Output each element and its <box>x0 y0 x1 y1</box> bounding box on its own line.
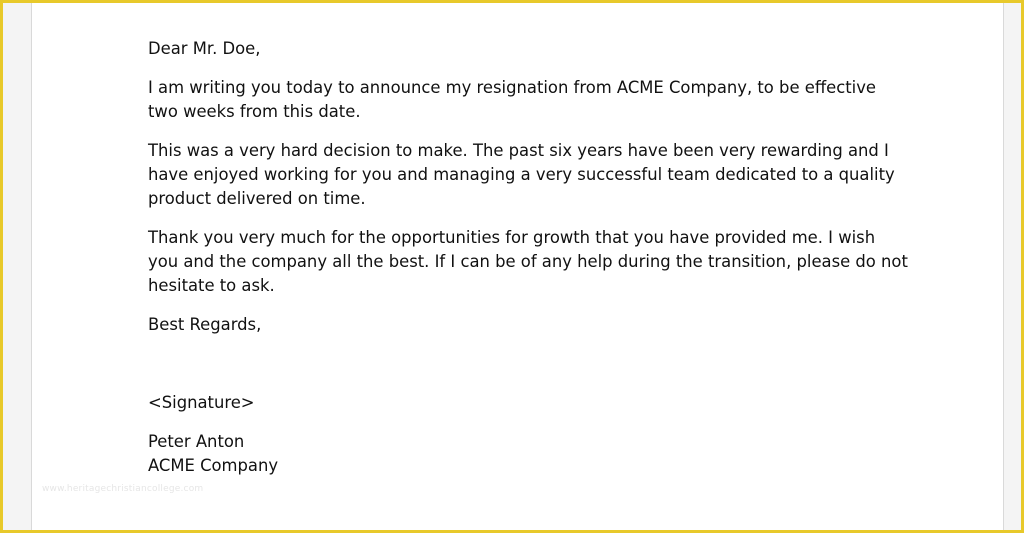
sender-block <box>148 430 908 478</box>
letter-salutation: Dear Mr. Doe, <box>148 39 261 58</box>
watermark-text: www.heritagechristiancollege.com <box>42 484 204 494</box>
letter-closing: Best Regards, <box>148 315 262 334</box>
resignation-letter <box>148 37 908 478</box>
document-page <box>32 3 1003 533</box>
sender-name: Peter Anton <box>148 432 245 451</box>
signature-placeholder: <Signature> <box>148 393 255 412</box>
letter-paragraph-2: This was a very hard decision to make. The past six years have been very rewarding and I have enjoyed working for you and managing a very successful team dedicated to a quality product delivered on time. <box>148 141 895 208</box>
sender-company: ACME Company <box>148 456 279 475</box>
letter-paragraph-1: I am writing you today to announce my resignation from ACME Company, to be effective two weeks from this date. <box>148 78 876 121</box>
letter-paragraph-3: Thank you very much for the opportunities for growth that you have provided me. I wish you and the company all the best. If I can be of any help during the transition, please do not hesitate to ask. <box>148 228 908 295</box>
